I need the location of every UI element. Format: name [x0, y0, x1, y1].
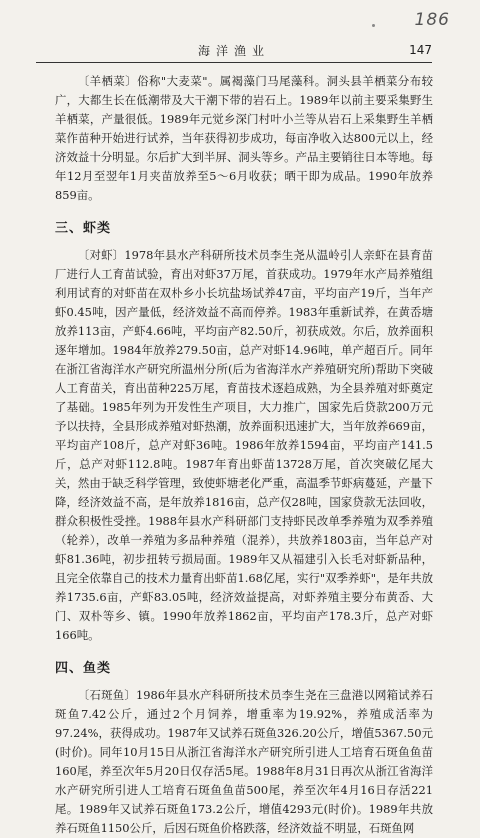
body-text [55, 72, 433, 838]
entry-tag: 〔羊栖菜〕 [77, 74, 138, 88]
ink-dot [372, 24, 375, 27]
paragraph-text: 俗称"大麦菜"。属褐藻门马尾藻科。洞头县羊栖菜分布较广，大都生长在低潮带及大干潮下带的岩石上。1989年以前主要采集野生羊栖菜，产量很低。1989年元觉乡深门村叶小兰等从岩石上采集野生羊栖菜作苗种开始进行试养，当年获得初步成功，每亩净收入达800元以上，经济效益十分明显。尔后扩大到半屏、洞头等乡。产品主要销往日本等地。每年12月至翌年1月夹苗放养至5～6月收获；晒干即为成品。1990年放养859亩。 [55, 74, 433, 202]
paragraph-seaweed [55, 72, 433, 205]
paragraph-shrimp [55, 246, 433, 645]
page-number: 147 [409, 43, 432, 57]
running-header [36, 40, 432, 63]
paragraph-grouper [55, 686, 433, 838]
entry-tag: 〔石斑鱼〕 [77, 688, 137, 702]
paragraph-text: 1986年县水产科研所技术员李生尧在三盘港以网箱试养石斑鱼7.42公斤，通过2个月饲养，增重率为19.92%，养殖成活率为97.24%，获得成功。1987年又试养石斑鱼326.20公斤，增值5367.50元(时价)。同年10月15日从浙江省海洋水产研究所引进人工培育石斑鱼鱼苗160尾，养至次年5月20日仅存活5尾。1988年8月31日再次从浙江省海洋水产研究所引进人工培育石斑鱼鱼苗500尾，养至次年4月16日存活221尾。1989年又试养石斑鱼173.2公斤，增值4293元(时价)。1989年共放养石斑鱼1150公斤，后因石斑鱼价格跌落，经济效益不明显，石斑鱼网 [55, 688, 433, 835]
running-title: 海洋渔业 [197, 44, 270, 58]
section-heading: 三、虾类 [55, 221, 112, 236]
handwritten-page-number: 186 [414, 10, 450, 30]
paragraph-text: 1978年县水产科研所技术员李生尧从温岭引人亲虾在县育苗厂进行人工育苗试验，育出对虾37万尾，首获成功。1979年水产局养殖组利用试育的对虾苗在双朴乡小长坑盐场试养47亩，平均亩产19斤，当年产虾0.45吨，因产量低，经济效益不高而停养。1983年重新试养，在黄岙塘放养113亩，产虾4.66吨，平均亩产82.50斤，初获成效。尔后，放养面积逐年增加。1984年放养279.50亩，总产对虾14.96吨，单产超百斤。同年在浙江省海洋水产研究所温州分所(后为省海洋水产养殖研究所)帮助下突破人工育苗关，育出苗种225万尾，育苗技术逐趋成熟，为全县养殖对虾奠定了基础。1985年列为开发性生产项目，大力推广，国家先后贷款200万元予以扶持，全县形成养殖对虾热潮，放养面积迅速扩大，当年放养669亩，平均亩产108斤，总产对虾36吨。1986年放养1594亩，平均亩产141.5斤，总产对虾112.8吨。1987年育出虾苗13728万尾，首次突破亿尾大关，然由于缺乏科学管理，致使虾塘老化严重，高温季节虾病蔓延，产量下降，经济效益不高，是年放养1816亩，总产仅28吨，国家贷款无法回收，群众积极性受挫。1988年县水产科研部门支持虾民改单季养殖为双季养殖（轮养），改单一养殖为多品种养殖（混养），共放养1803亩，当年总产对虾81.36吨，初步扭转亏损局面。1989年又从福建引入长毛对虾新品种，且完全依靠自己的技术力量育出虾苗1.68亿尾，实行"双季养虾"，是年共放养1735.6亩，产虾83.05吨，经济效益提高，对虾养殖主要分布黄岙、大门、双朴等乡、镇。1990年放养1862亩，平均亩产178.3斤，总产对虾166吨。 [55, 248, 433, 642]
entry-tag: 〔对虾〕 [77, 248, 125, 262]
section-heading: 四、鱼类 [55, 661, 112, 676]
